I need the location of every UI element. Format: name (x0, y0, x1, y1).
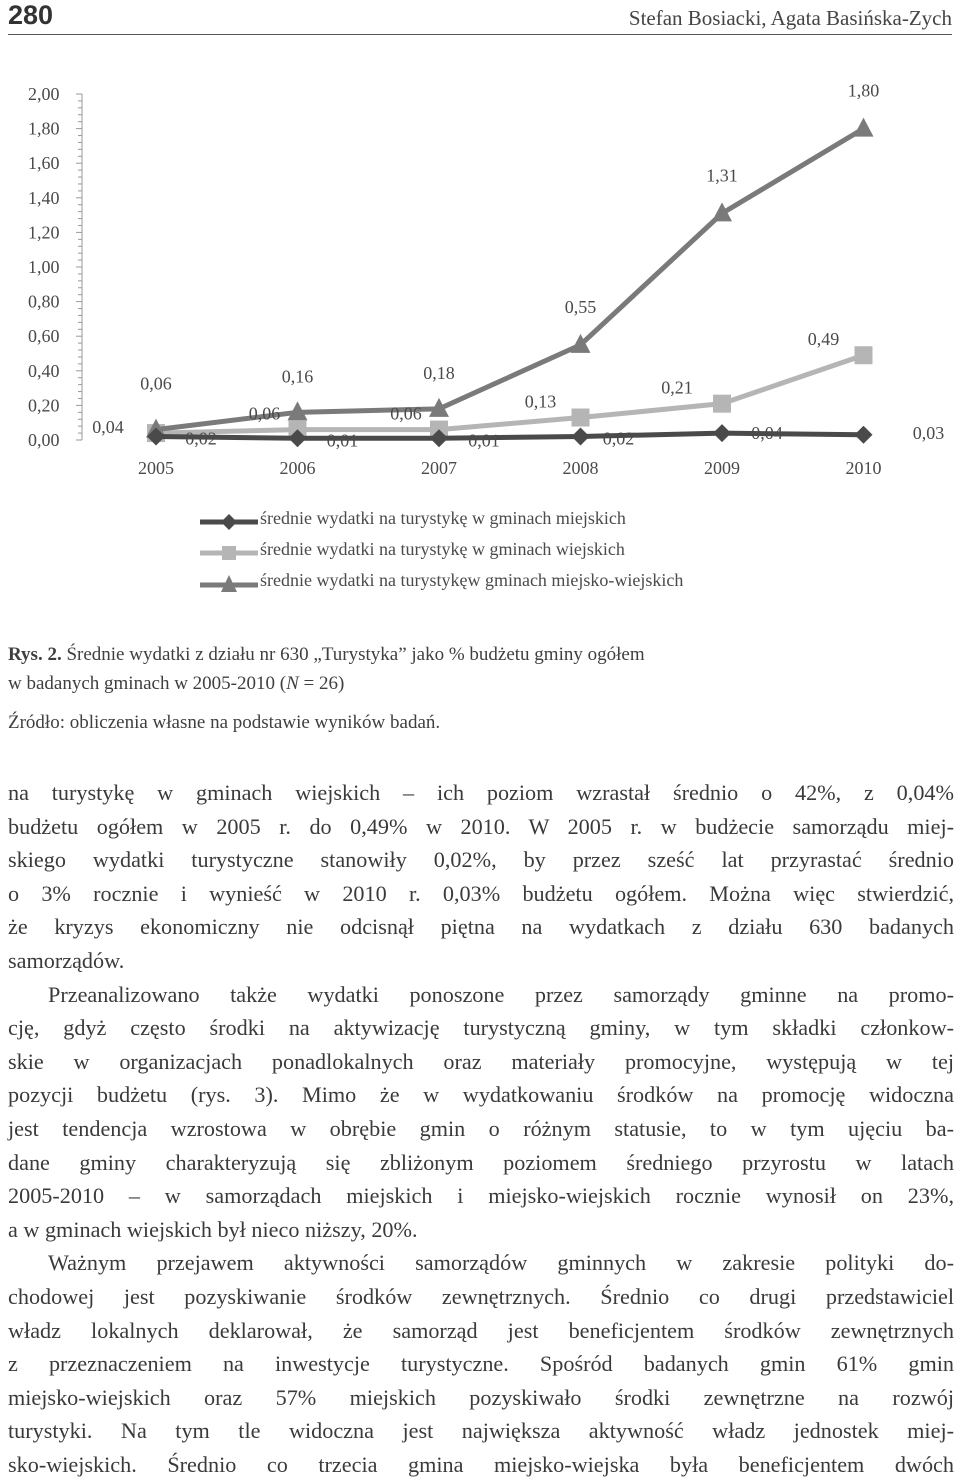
text-line: Ważnym przejawem aktywności samorządów gminnych w zakresie polityki do- (48, 1250, 954, 1276)
y-tick-label: 0,60 (28, 326, 60, 347)
data-label: 0,01 (326, 430, 359, 451)
text-line: a w gminach wiejskich był nieco niższy, 20%. (8, 1216, 418, 1242)
data-label: 0,16 (281, 366, 314, 387)
data-label: 0,13 (524, 391, 557, 412)
legend-label: średnie wydatki na turystykę w gminach miejskich (260, 508, 626, 528)
x-tick-label: 2009 (704, 458, 740, 478)
data-label: 0,02 (602, 428, 635, 449)
text-line: pozycji budżetu (rys. 3). Mimo że w wydatkowaniu środków na promocję widoczna (8, 1082, 954, 1108)
y-tick-label: 1,40 (28, 187, 60, 208)
data-label: 0,55 (564, 296, 597, 317)
text-line: skie w organizacjach ponadlokalnych oraz materiały promocyjne, występują w tej (8, 1048, 954, 1074)
x-tick-label: 2005 (138, 458, 174, 478)
text-line: samorządów. (8, 947, 125, 973)
text-line: skiego wydatki turystyczne stanowiły 0,02%, by przez sześć lat przyrastać średnio (8, 847, 954, 873)
y-tick-label: 0,80 (28, 291, 60, 312)
x-axis (138, 458, 882, 478)
data-label: 0,06 (140, 373, 172, 394)
page-number: 280 (8, 0, 54, 30)
y-tick-label: 1,60 (28, 153, 60, 174)
figure-source: Źródło: obliczenia własne na podstawie wyników badań. (8, 712, 441, 733)
triangle-marker (854, 118, 874, 137)
text-line: Przeanalizowano także wydatki ponoszone przez samorządy gminne na promo- (48, 981, 954, 1007)
data-labels (92, 81, 944, 451)
y-tick-label: 1,20 (28, 222, 60, 243)
line-chart (0, 60, 960, 620)
data-label: 0,49 (807, 329, 840, 350)
figure-label: Rys. 2. (8, 644, 62, 665)
paragraph-1 (8, 776, 954, 978)
data-label: 0,01 (468, 430, 500, 451)
text-line: 2005-2010 – w samorządach miejskich i miejsko-wiejskich rocznie wynosił on 23%, (8, 1183, 954, 1209)
legend-label: średnie wydatki na turystykę w gminach wiejskich (260, 539, 625, 559)
data-label: 0,06 (248, 403, 281, 424)
data-label: 0,02 (185, 428, 217, 449)
caption-line-2b: = 26) (298, 673, 345, 694)
data-label: 0,18 (423, 362, 455, 383)
text-line: cję, gdyż często środki na aktywizację turystyczną gminy, w tym składki członkow- (8, 1015, 954, 1041)
text-line: z przeznaczeniem na inwestycje turystyczne. Spośród badanych gmin 61% gmin (8, 1351, 954, 1377)
y-tick-label: 0,20 (28, 395, 60, 416)
paragraph-3 (8, 1246, 954, 1481)
diamond-marker (855, 426, 873, 444)
y-tick-label: 1,00 (28, 257, 60, 277)
text-line: sko-wiejskich. Średnio co trzecia gmina miejsko-wiejska była beneficjentem dwóch (8, 1451, 954, 1477)
y-tick-label: 2,00 (28, 84, 60, 104)
diamond-marker (713, 424, 731, 442)
running-header (8, 0, 952, 35)
running-head-authors: Stefan Bosiacki, Agata Basińska-Zych (628, 6, 952, 30)
y-tick-label: 0,40 (28, 360, 60, 381)
x-tick-label: 2007 (421, 458, 457, 478)
text-line: jest tendencja wzrostowa w obrębie gmin o różnym statusie, to w tym ujęciu ba- (8, 1115, 954, 1141)
y-tick-label: 0,00 (28, 430, 60, 450)
diamond-marker (572, 428, 590, 446)
data-label: 1,31 (706, 165, 738, 186)
x-tick-label: 2006 (279, 458, 316, 478)
square-marker (713, 395, 731, 413)
data-label: 0,04 (751, 423, 783, 444)
x-tick-label: 2010 (845, 458, 882, 478)
caption-line-1: Średnie wydatki z działu nr 630 „Turystyka” jako % budżetu gminy ogółem (61, 644, 645, 665)
text-line: miejsko-wiejskich oraz 57% miejskich pozyskiwało środki zewnętrzne na rozwój (8, 1384, 954, 1410)
legend-square-marker-icon (200, 541, 260, 565)
caption-line-2a: w badanych gminach w 2005-2010 ( (8, 673, 287, 694)
text-line: dane gminy charakteryzują się zbliżonym poziomem średniego przyrostu w latach (8, 1149, 954, 1175)
text-line: turystyki. Na tym tle widoczna jest największa aktywność władz jednostek miej- (8, 1418, 954, 1444)
square-marker (572, 409, 590, 427)
text-line: na turystykę w gminach wiejskich – ich poziom wzrastał średnio o 42%, z 0,04% (8, 780, 954, 805)
square-marker (855, 346, 873, 364)
legend-diamond-marker-icon (200, 510, 260, 534)
figure-caption (8, 640, 948, 698)
x-tick-label: 2008 (562, 458, 599, 478)
text-line: chodowej jest pozyskiwanie środków zewnętrznych. Średnio co drugi przedstawiciel (8, 1283, 954, 1309)
text-line: budżetu ogółem w 2005 r. do 0,49% w 2010. W 2005 r. w budżecie samorządu miej- (8, 813, 954, 839)
data-label: 0,21 (661, 377, 693, 398)
y-tick-label: 1,80 (28, 118, 60, 139)
text-line: o 3% rocznie i wynieść w 2010 r. 0,03% budżetu ogółem. Można więc stwierdzić, (8, 880, 954, 906)
text-line: że kryzys ekonomiczny nie odcisnął piętna na wydatkach z działu 630 badanych (8, 914, 954, 940)
data-label: 0,03 (912, 422, 945, 443)
data-label: 0,06 (390, 403, 422, 424)
body-text (8, 776, 954, 1481)
legend-label: średnie wydatki na turystykęw gminach miejsko-wiejskich (260, 570, 684, 590)
paragraph-2 (8, 978, 954, 1247)
series-line (156, 129, 864, 430)
caption-n-symbol: N (286, 673, 299, 694)
data-label: 0,04 (92, 417, 124, 438)
text-line: władz lokalnych deklarował, że samorząd jest beneficjentem środków zewnętrznych (8, 1317, 954, 1343)
data-label: 1,80 (847, 80, 880, 101)
legend-triangle-marker-icon (200, 572, 260, 596)
series-layer (146, 118, 874, 451)
y-axis (28, 84, 82, 450)
